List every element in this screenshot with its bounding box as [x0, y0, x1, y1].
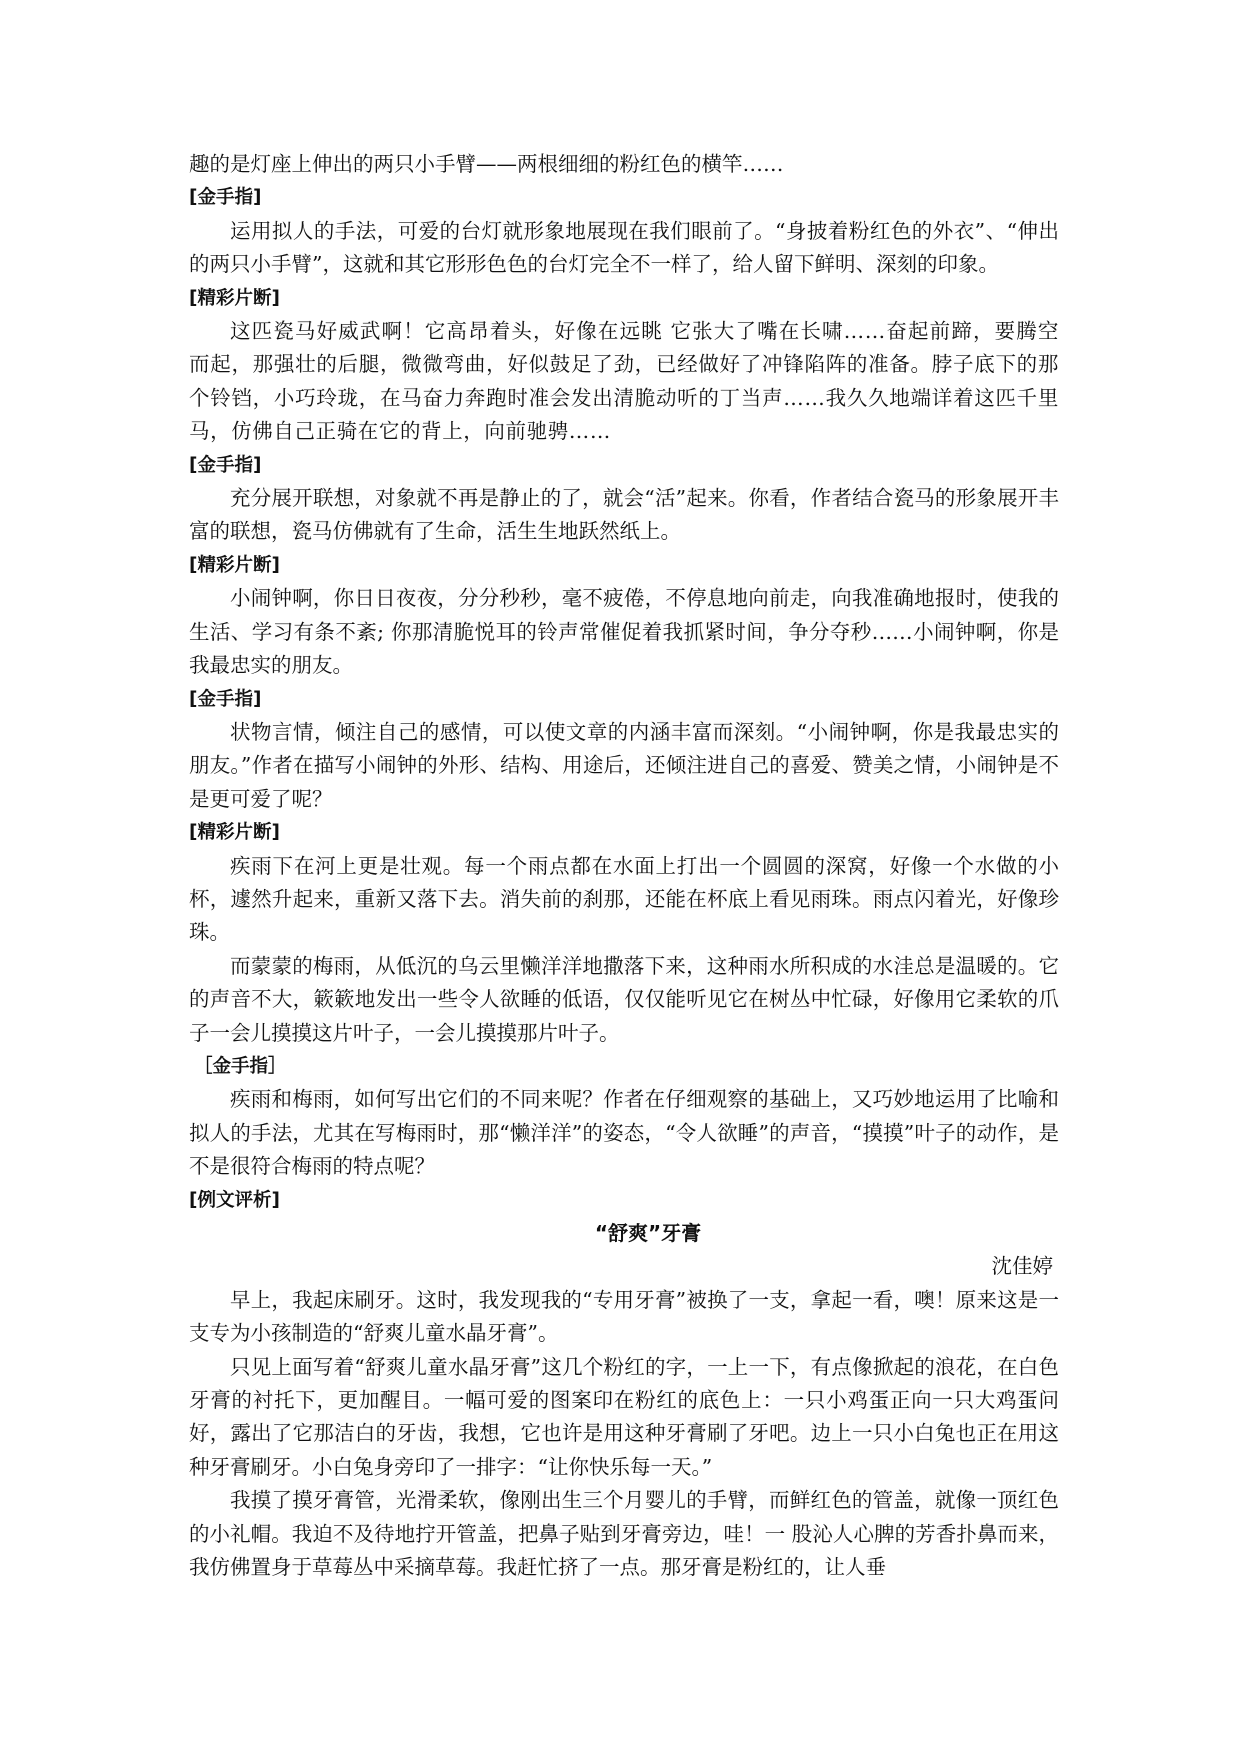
section-heading: [金手指] — [189, 688, 262, 710]
section-paragraph: 小闹钟啊，你日日夜夜，分分秒秒，毫不疲倦，不停息地向前走，向我准确地报时，使我的生活、学习有条不紊; 你那清脆悦耳的铃声常催促着我抓紧时间，争分夺秒……小闹钟啊，你是我最忠实的朋友。 — [189, 586, 1059, 678]
essay-title: “舒爽”牙膏 — [594, 1221, 702, 1245]
section-paragraph: 运用拟人的手法，可爱的台灯就形象地展现在我们眼前了。“身披着粉红色的外衣”、“伸出的两只小手臂”，这就和其它形形色色的台灯完全不一样了，给人留下鲜明、深刻的印象。 — [189, 218, 1059, 277]
section-paragraph: 而蒙蒙的梅雨，从低沉的乌云里懒洋洋地撒落下来，这种雨水所积成的水洼总是温暖的。它的声音不大，簌簌地发出一些令人欲睡的低语，仅仅能听见它在树丛中忙碌，好像用它柔软的爪子一会儿摸摸这片叶子，一会儿摸摸那片叶子。 — [189, 953, 1059, 1045]
intro-line: 趣的是灯座上伸出的两只小手臂——两根细细的粉红色的横竿…… — [189, 152, 784, 176]
section-heading: ［金手指］ — [194, 1055, 287, 1077]
example-heading: [例文评析] — [189, 1189, 280, 1211]
section-paragraph: 状物言情，倾注自己的感情，可以使文章的内涵丰富而深刻。“小闹钟啊，你是我最忠实的朋友。”作者在描写小闹钟的外形、结构、用途后，还倾注进自己的喜爱、赞美之情，小闹钟是不是更可爱了呢？ — [189, 719, 1059, 811]
section-heading: [精彩片断] — [189, 554, 280, 576]
section-paragraph: 充分展开联想，对象就不再是静止的了，就会“活”起来。你看，作者结合瓷马的形象展开丰富的联想，瓷马仿佛就有了生命，活生生地跃然纸上。 — [189, 486, 1059, 544]
section-paragraph: 疾雨和梅雨，如何写出它们的不同来呢？作者在仔细观察的基础上，又巧妙地运用了比喻和拟人的手法，尤其在写梅雨时，那“懒洋洋”的姿态，“令人欲睡”的声音，“摸摸”叶子的动作，是不是很符合梅雨的特点呢？ — [189, 1087, 1059, 1179]
essay-paragraph: 我摸了摸牙膏管，光滑柔软，像刚出生三个月婴儿的手臂，而鲜红色的管盖，就像一顶红色的小礼帽。我迫不及待地拧开管盖，把鼻子贴到牙膏旁边，哇！一 股沁人心脾的芳香扑鼻而来，我仿佛置身于草莓丛中采摘草莓。我赶忙挤了一点。那牙膏是粉红的，让人垂 — [189, 1488, 1059, 1580]
section-heading: [金手指] — [189, 187, 262, 209]
section-paragraph: 这匹瓷马好威武啊！它高昂着头，好像在远眺 它张大了嘴在长啸……奋起前蹄，要腾空而起，那强壮的后腿，微微弯曲，好似鼓足了劲，已经做好了冲锋陷阵的准备。脖子底下的那个铃铛，小巧玲珑，在马奋力奔跑时准会发出清脆动听的丁当声……我久久地端详着这匹千里马，仿佛自己正骑在它的背上，向前驰骋…… — [189, 319, 1059, 444]
essay-paragraph: 早上，我起床刷牙。这时，我发现我的“专用牙膏”被换了一支，拿起一看，噢！原来这是一支专为小孩制造的“舒爽儿童水晶牙膏”。 — [189, 1287, 1059, 1346]
essay-paragraph: 只见上面写着“舒爽儿童水晶牙膏”这几个粉红的字，一上一下，有点像掀起的浪花，在白色牙膏的衬托下，更加醒目。一幅可爱的图案印在粉红的底色上：一只小鸡蛋正向一只大鸡蛋问好，露出了它那洁白的牙齿，我想，它也许是用这种牙膏刷了牙吧。边上一只小白兔也正在用这种牙膏刷牙。小白兔身旁印了一排字：“让你快乐每一天。” — [189, 1354, 1059, 1479]
section-heading: [精彩片断] — [189, 822, 280, 844]
document-page — [189, 148, 1059, 1584]
section-heading: [精彩片断] — [189, 287, 280, 309]
section-paragraph: 疾雨下在河上更是壮观。每一个雨点都在水面上打出一个圆圆的深窝，好像一个水做的小杯，遽然升起来，重新又落下去。消失前的刹那，还能在杯底上看见雨珠。雨点闪着光，好像珍珠。 — [189, 853, 1059, 945]
section-heading: [金手指] — [189, 454, 262, 476]
essay-author: 沈佳婷 — [991, 1254, 1053, 1279]
